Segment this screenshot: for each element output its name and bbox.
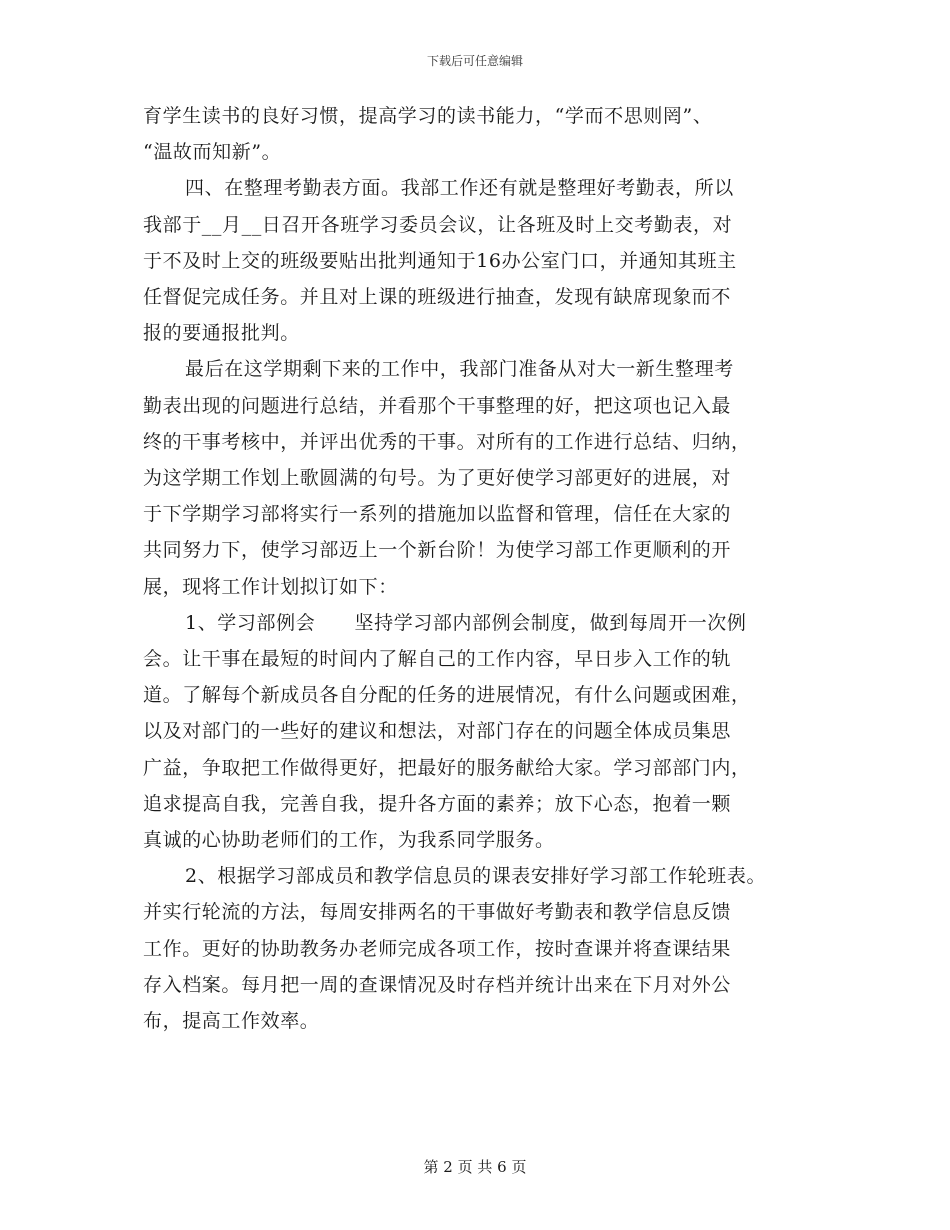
text-line: 1、学习部例会 坚持学习部内部例会制度，做到每周开一次例 xyxy=(185,611,747,634)
text-line: 会。让干事在最短的时间内了解自己的工作内容，早日步入工作的轨 xyxy=(143,648,732,671)
text-line: 并实行轮流的方法，每周安排两名的干事做好考勤表和教学信息反馈 xyxy=(143,901,732,924)
page-number-footer: 第 2 页 共 6 页 xyxy=(423,1158,527,1176)
text-line: 以及对部门的一些好的建议和想法，对部门存在的问题全体成员集思 xyxy=(143,720,732,743)
text-line: 广益，争取把工作做得更好，把最好的服务献给大家。学习部部门内， xyxy=(143,756,751,779)
text-line: 2、根据学习部成员和教学信息员的课表安排好学习部工作轮班表。 xyxy=(185,865,767,888)
text-line: 育学生读书的良好习惯，提高学习的读书能力，“学而不思则罔”、 xyxy=(143,105,713,127)
text-line: 为这学期工作划上歌圆满的句号。为了更好使学习部更好的进展，对 xyxy=(143,467,732,490)
text-line: 追求提高自我，完善自我，提升各方面的素养；放下心态，抱着一颗 xyxy=(143,792,732,815)
text-line: 任督促完成任务。并且对上课的班级进行抽查，发现有缺席现象而不 xyxy=(143,286,732,309)
text-line: 报的要通报批判。 xyxy=(143,322,300,345)
page-header-note: 下载后可任意编辑 xyxy=(426,54,523,68)
document-body xyxy=(143,98,823,1039)
text-line: 于不及时上交的班级要贴出批判通知于16办公室门口，并通知其班主 xyxy=(143,249,737,272)
text-line: 终的干事考核中，并评出优秀的干事。对所有的工作进行总结、归纳， xyxy=(143,430,751,453)
text-line: 道。了解每个新成员各自分配的任务的进展情况，有什么问题或困难， xyxy=(143,684,751,707)
text-line: 工作。更好的协助教务办老师完成各项工作，按时查课并将查课结果 xyxy=(143,937,732,960)
text-line: 共同努力下，使学习部迈上一个新台阶！为使学习部工作更顺利的开 xyxy=(143,539,732,562)
text-line: 存入档案。每月把一周的查课情况及时存档并统计出来在下月对外公 xyxy=(143,973,732,996)
text-line: 四、在整理考勤表方面。我部工作还有就是整理好考勤表，所以 xyxy=(185,177,734,200)
text-line: 布，提高工作效率。 xyxy=(143,1010,320,1033)
text-line: 最后在这学期剩下来的工作中，我部门准备从对大一新生整理考 xyxy=(185,358,734,381)
text-line: 我部于__月__日召开各班学习委员会议，让各班及时上交考勤表，对 xyxy=(143,213,733,236)
text-line: 勤表出现的问题进行总结，并看那个干事整理的好，把这项也记入最 xyxy=(143,394,732,417)
text-line: “温故而知新”。 xyxy=(143,141,282,164)
text-line: 于下学期学习部将实行一系列的措施加以监督和管理，信任在大家的 xyxy=(143,503,732,526)
text-line: 展，现将工作计划拟订如下： xyxy=(143,575,398,598)
text-line: 真诚的心协助老师们的工作，为我系同学服务。 xyxy=(143,829,555,852)
